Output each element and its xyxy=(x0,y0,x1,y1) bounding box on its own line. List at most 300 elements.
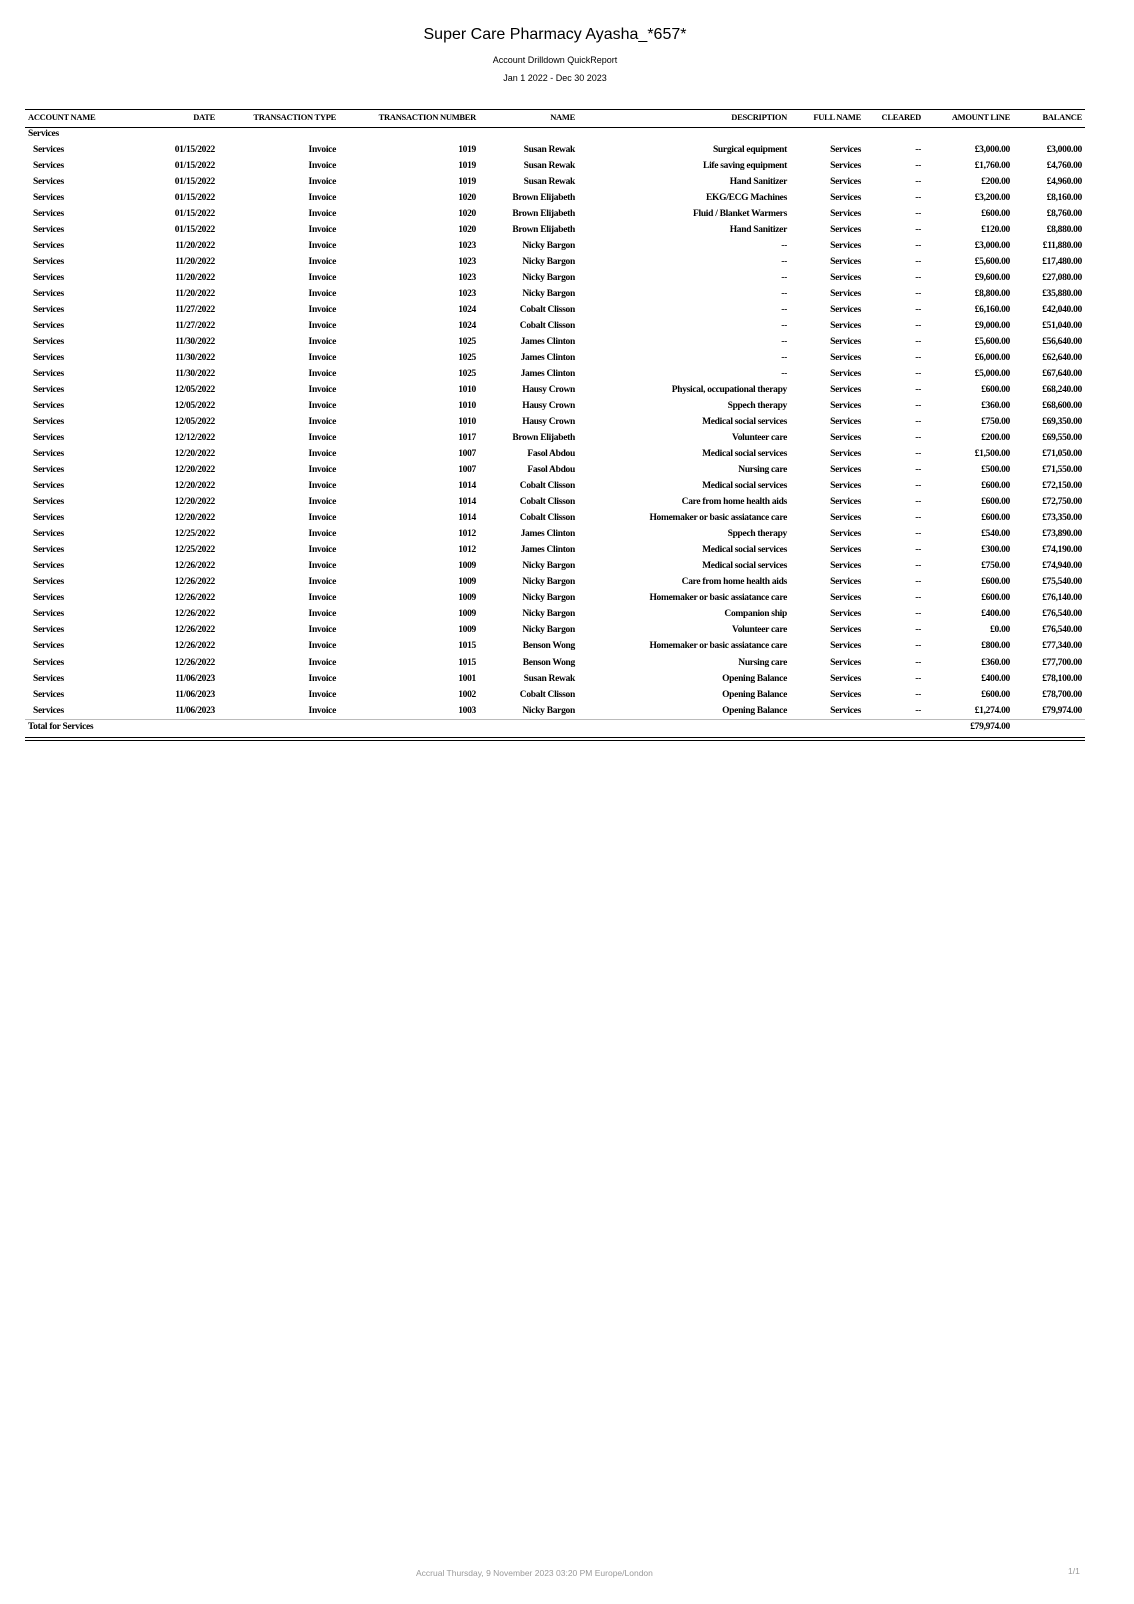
cell-full-name: Services xyxy=(830,385,861,396)
table-row[interactable] xyxy=(25,655,1085,671)
cell-date: 01/15/2022 xyxy=(174,145,215,155)
table-row[interactable] xyxy=(25,222,1085,238)
table-row[interactable] xyxy=(25,270,1085,286)
cell-full-name: Services xyxy=(830,241,861,252)
cell-description: Hand Sanitizer xyxy=(729,177,787,188)
cell-name: James Clinton xyxy=(520,369,575,380)
cell-cleared: -- xyxy=(915,241,921,252)
cell-description: Medical social services xyxy=(702,449,787,460)
cell-amount-line: £600.00 xyxy=(981,481,1010,492)
cell-description: Sppech therapy xyxy=(727,401,787,412)
cell-transaction-type: Invoice xyxy=(308,241,336,252)
cell-date: 11/06/2023 xyxy=(175,705,215,716)
group-header xyxy=(25,128,1085,142)
cell-description: -- xyxy=(781,289,787,300)
table-row[interactable] xyxy=(25,446,1085,462)
cell-transaction-type: Invoice xyxy=(308,561,336,572)
cell-cleared: -- xyxy=(915,177,921,188)
cell-account-name: Services xyxy=(33,385,64,396)
cell-transaction-type: Invoice xyxy=(308,209,336,220)
table-row[interactable] xyxy=(25,462,1085,478)
cell-full-name: Services xyxy=(830,673,861,684)
cell-date: 12/25/2022 xyxy=(174,529,215,540)
cell-amount-line: £9,600.00 xyxy=(974,273,1010,284)
cell-transaction-type: Invoice xyxy=(308,369,336,380)
cell-balance: £4,960.00 xyxy=(1046,177,1082,188)
cell-transaction-number: 1010 xyxy=(458,401,476,412)
cell-amount-line: £400.00 xyxy=(981,609,1010,620)
cell-name: Susan Rewak xyxy=(523,673,575,684)
table-row[interactable] xyxy=(25,590,1085,606)
cell-account-name: Services xyxy=(33,593,64,604)
cell-account-name: Services xyxy=(33,577,64,588)
cell-balance: £72,750.00 xyxy=(1042,497,1082,508)
cell-balance: £42,040.00 xyxy=(1042,305,1082,316)
table-row[interactable] xyxy=(25,174,1085,190)
cell-full-name: Services xyxy=(830,401,861,412)
cell-account-name: Services xyxy=(33,625,64,636)
cell-transaction-number: 1023 xyxy=(458,289,476,300)
cell-name: Hausy Crown xyxy=(522,417,575,428)
total-row xyxy=(25,719,1085,737)
cell-transaction-number: 1014 xyxy=(458,513,476,524)
cell-transaction-number: 1007 xyxy=(458,465,476,476)
cell-description: -- xyxy=(781,257,787,268)
cell-balance: £71,050.00 xyxy=(1042,449,1082,460)
cell-date: 12/20/2022 xyxy=(174,465,215,476)
cell-transaction-number: 1009 xyxy=(458,609,476,620)
cell-amount-line: £5,000.00 xyxy=(974,369,1010,380)
cell-cleared: -- xyxy=(915,225,921,236)
cell-account-name: Services xyxy=(33,481,64,492)
cell-name: Benson Wong xyxy=(522,657,575,668)
cell-description: -- xyxy=(781,369,787,380)
cell-balance: £67,640.00 xyxy=(1042,369,1082,380)
cell-transaction-type: Invoice xyxy=(308,609,336,620)
cell-cleared: -- xyxy=(915,161,921,172)
cell-cleared: -- xyxy=(915,337,921,348)
cell-name: Susan Rewak xyxy=(523,145,575,155)
cell-full-name: Services xyxy=(830,193,861,204)
cell-account-name: Services xyxy=(33,305,64,316)
col-full-name[interactable]: FULL NAME xyxy=(813,112,861,122)
footer-text: Accrual Thursday, 9 November 2023 03:20 PM Europe/London xyxy=(416,1568,653,1578)
cell-transaction-type: Invoice xyxy=(308,641,336,652)
cell-account-name: Services xyxy=(33,657,64,668)
cell-account-name: Services xyxy=(33,193,64,204)
cell-cleared: -- xyxy=(915,513,921,524)
cell-cleared: -- xyxy=(915,385,921,396)
cell-transaction-type: Invoice xyxy=(308,465,336,476)
cell-balance: £76,540.00 xyxy=(1042,609,1082,620)
cell-transaction-type: Invoice xyxy=(308,305,336,316)
cell-amount-line: £540.00 xyxy=(981,529,1010,540)
cell-name: Susan Rewak xyxy=(523,177,575,188)
cell-transaction-number: 1012 xyxy=(458,545,476,556)
cell-amount-line: £600.00 xyxy=(981,209,1010,220)
cell-transaction-number: 1014 xyxy=(458,497,476,508)
cell-description: -- xyxy=(781,273,787,284)
table-row[interactable] xyxy=(25,510,1085,526)
cell-full-name: Services xyxy=(830,145,861,155)
cell-balance: £27,080.00 xyxy=(1042,273,1082,284)
cell-name: Cobalt Clisson xyxy=(519,513,575,524)
cell-transaction-type: Invoice xyxy=(308,353,336,364)
cell-name: James Clinton xyxy=(520,545,575,556)
cell-balance: £76,140.00 xyxy=(1042,593,1082,604)
cell-date: 11/06/2023 xyxy=(175,689,215,700)
cell-date: 12/26/2022 xyxy=(174,609,215,620)
cell-balance: £69,550.00 xyxy=(1042,433,1082,444)
table-row[interactable] xyxy=(25,158,1085,174)
cell-cleared: -- xyxy=(915,369,921,380)
cell-amount-line: £3,000.00 xyxy=(974,145,1010,155)
cell-transaction-number: 1015 xyxy=(458,641,476,652)
cell-full-name: Services xyxy=(830,529,861,540)
table-row[interactable] xyxy=(25,542,1085,558)
table-row[interactable] xyxy=(25,622,1085,638)
table-row[interactable] xyxy=(25,526,1085,542)
cell-balance: £77,340.00 xyxy=(1042,641,1082,652)
table-body xyxy=(25,142,1085,719)
table-row[interactable] xyxy=(25,478,1085,494)
cell-balance: £51,040.00 xyxy=(1042,321,1082,332)
table-row[interactable] xyxy=(25,254,1085,270)
total-amount: £79,974.00 xyxy=(970,721,1010,732)
cell-transaction-type: Invoice xyxy=(308,257,336,268)
cell-transaction-number: 1009 xyxy=(458,593,476,604)
cell-full-name: Services xyxy=(830,225,861,236)
cell-transaction-number: 1009 xyxy=(458,625,476,636)
cell-account-name: Services xyxy=(33,241,64,252)
cell-cleared: -- xyxy=(915,577,921,588)
cell-account-name: Services xyxy=(33,673,64,684)
cell-transaction-type: Invoice xyxy=(308,625,336,636)
cell-date: 12/20/2022 xyxy=(174,497,215,508)
table-row[interactable] xyxy=(25,703,1085,719)
cell-name: Nicky Bargon xyxy=(522,273,575,284)
cell-cleared: -- xyxy=(915,417,921,428)
cell-date: 01/15/2022 xyxy=(174,177,215,188)
cell-amount-line: £360.00 xyxy=(981,401,1010,412)
cell-name: James Clinton xyxy=(520,529,575,540)
cell-description: Life saving equipment xyxy=(703,161,787,172)
cell-full-name: Services xyxy=(830,481,861,492)
cell-transaction-number: 1019 xyxy=(458,177,476,188)
cell-transaction-number: 1012 xyxy=(458,529,476,540)
cell-date: 12/26/2022 xyxy=(174,641,215,652)
cell-name: Brown Elijabeth xyxy=(512,225,575,236)
cell-description: Fluid / Blanket Warmers xyxy=(692,209,787,220)
cell-date: 11/27/2022 xyxy=(175,321,215,332)
cell-cleared: -- xyxy=(915,193,921,204)
cell-full-name: Services xyxy=(830,257,861,268)
cell-cleared: -- xyxy=(915,545,921,556)
cell-transaction-number: 1015 xyxy=(458,657,476,668)
cell-amount-line: £3,200.00 xyxy=(974,193,1010,204)
cell-cleared: -- xyxy=(915,289,921,300)
cell-date: 12/20/2022 xyxy=(174,513,215,524)
cell-description: Medical social services xyxy=(702,561,787,572)
cell-transaction-number: 1017 xyxy=(458,433,476,444)
cell-name: Brown Elijabeth xyxy=(512,209,575,220)
table-row[interactable] xyxy=(25,286,1085,302)
cell-account-name: Services xyxy=(33,321,64,332)
table-row[interactable] xyxy=(25,302,1085,318)
table-row[interactable] xyxy=(25,142,1085,158)
cell-transaction-number: 1001 xyxy=(458,673,476,684)
cell-description: Nursing care xyxy=(738,657,787,668)
cell-amount-line: £600.00 xyxy=(981,689,1010,700)
cell-amount-line: £600.00 xyxy=(981,497,1010,508)
cell-account-name: Services xyxy=(33,337,64,348)
cell-date: 12/26/2022 xyxy=(174,577,215,588)
cell-amount-line: £600.00 xyxy=(981,385,1010,396)
cell-full-name: Services xyxy=(830,289,861,300)
cell-account-name: Services xyxy=(33,417,64,428)
cell-account-name: Services xyxy=(33,177,64,188)
cell-cleared: -- xyxy=(915,641,921,652)
cell-transaction-type: Invoice xyxy=(308,593,336,604)
cell-balance: £62,640.00 xyxy=(1042,353,1082,364)
table-row[interactable] xyxy=(25,606,1085,622)
cell-balance: £75,540.00 xyxy=(1042,577,1082,588)
cell-balance: £79,974.00 xyxy=(1042,705,1082,716)
cell-cleared: -- xyxy=(915,321,921,332)
cell-amount-line: £200.00 xyxy=(981,177,1010,188)
cell-full-name: Services xyxy=(830,369,861,380)
cell-amount-line: £600.00 xyxy=(981,513,1010,524)
cell-balance: £77,700.00 xyxy=(1042,657,1082,668)
cell-balance: £68,600.00 xyxy=(1042,401,1082,412)
report-table xyxy=(25,109,1085,741)
cell-name: Susan Rewak xyxy=(523,161,575,172)
table-row[interactable] xyxy=(25,494,1085,510)
cell-account-name: Services xyxy=(33,529,64,540)
cell-full-name: Services xyxy=(830,353,861,364)
cell-date: 01/15/2022 xyxy=(174,193,215,204)
table-row[interactable] xyxy=(25,206,1085,222)
table-row[interactable] xyxy=(25,558,1085,574)
cell-description: Companion ship xyxy=(724,609,787,620)
cell-transaction-type: Invoice xyxy=(308,177,336,188)
cell-full-name: Services xyxy=(830,321,861,332)
cell-transaction-number: 1024 xyxy=(458,321,476,332)
cell-transaction-type: Invoice xyxy=(308,577,336,588)
cell-description: -- xyxy=(781,337,787,348)
cell-description: Medical social services xyxy=(702,545,787,556)
cell-balance: £68,240.00 xyxy=(1042,385,1082,396)
company-title: Super Care Pharmacy Ayasha_*657* xyxy=(423,26,687,43)
cell-balance: £35,880.00 xyxy=(1042,289,1082,300)
cell-balance: £8,880.00 xyxy=(1046,225,1082,236)
cell-cleared: -- xyxy=(915,433,921,444)
cell-cleared: -- xyxy=(915,705,921,716)
cell-description: Homemaker or basic assiatance care xyxy=(649,593,787,604)
cell-cleared: -- xyxy=(915,273,921,284)
cell-cleared: -- xyxy=(915,145,921,155)
table-row[interactable] xyxy=(25,190,1085,206)
cell-transaction-type: Invoice xyxy=(308,337,336,348)
cell-account-name: Services xyxy=(33,561,64,572)
cell-balance: £71,550.00 xyxy=(1042,465,1082,476)
cell-amount-line: £800.00 xyxy=(981,641,1010,652)
table-row[interactable] xyxy=(25,318,1085,334)
cell-full-name: Services xyxy=(830,273,861,284)
cell-amount-line: £9,000.00 xyxy=(974,321,1010,332)
cell-name: Cobalt Clisson xyxy=(519,321,575,332)
table-row[interactable] xyxy=(25,638,1085,654)
cell-description: Volunteer care xyxy=(732,433,787,444)
cell-name: Cobalt Clisson xyxy=(519,305,575,316)
cell-name: Brown Elijabeth xyxy=(512,433,575,444)
cell-full-name: Services xyxy=(830,161,861,172)
cell-account-name: Services xyxy=(33,449,64,460)
cell-name: Nicky Bargon xyxy=(522,609,575,620)
col-transaction-type[interactable]: TRANSACTION TYPE xyxy=(253,112,336,122)
cell-description: Care from home health aids xyxy=(681,497,787,508)
cell-transaction-number: 1023 xyxy=(458,241,476,252)
cell-account-name: Services xyxy=(33,609,64,620)
cell-cleared: -- xyxy=(915,561,921,572)
cell-cleared: -- xyxy=(915,529,921,540)
cell-account-name: Services xyxy=(33,465,64,476)
cell-balance: £74,940.00 xyxy=(1042,561,1082,572)
cell-balance: £72,150.00 xyxy=(1042,481,1082,492)
table-row[interactable] xyxy=(25,574,1085,590)
cell-full-name: Services xyxy=(830,337,861,348)
cell-account-name: Services xyxy=(33,689,64,700)
col-description[interactable]: DESCRIPTION xyxy=(731,112,787,122)
cell-amount-line: £1,500.00 xyxy=(974,449,1010,460)
cell-cleared: -- xyxy=(915,257,921,268)
cell-description: Hand Sanitizer xyxy=(729,225,787,236)
cell-name: Fasol Abdou xyxy=(527,465,575,476)
table-row[interactable] xyxy=(25,334,1085,350)
cell-balance: £17,480.00 xyxy=(1042,257,1082,268)
col-cleared[interactable]: CLEARED xyxy=(881,112,921,122)
cell-full-name: Services xyxy=(830,465,861,476)
cell-account-name: Services xyxy=(33,161,64,172)
cell-date: 12/26/2022 xyxy=(174,657,215,668)
cell-transaction-type: Invoice xyxy=(308,385,336,396)
cell-transaction-number: 1014 xyxy=(458,481,476,492)
cell-transaction-type: Invoice xyxy=(308,449,336,460)
cell-date: 11/30/2022 xyxy=(175,337,215,348)
cell-account-name: Services xyxy=(33,273,64,284)
cell-account-name: Services xyxy=(33,225,64,236)
cell-amount-line: £360.00 xyxy=(981,657,1010,668)
cell-full-name: Services xyxy=(830,209,861,220)
cell-date: 12/05/2022 xyxy=(174,385,215,396)
cell-cleared: -- xyxy=(915,593,921,604)
cell-cleared: -- xyxy=(915,305,921,316)
table-row[interactable] xyxy=(25,671,1085,687)
col-date[interactable]: DATE xyxy=(193,112,215,122)
cell-name: Fasol Abdou xyxy=(527,449,575,460)
cell-amount-line: £750.00 xyxy=(981,417,1010,428)
cell-date: 11/20/2022 xyxy=(175,241,215,252)
table-row[interactable] xyxy=(25,414,1085,430)
cell-balance: £73,350.00 xyxy=(1042,513,1082,524)
cell-transaction-number: 1019 xyxy=(458,161,476,172)
table-row[interactable] xyxy=(25,366,1085,382)
total-label: Total for Services xyxy=(28,721,94,732)
cell-full-name: Services xyxy=(830,449,861,460)
cell-transaction-type: Invoice xyxy=(308,273,336,284)
cell-transaction-number: 1025 xyxy=(458,337,476,348)
col-name[interactable]: NAME xyxy=(550,112,575,122)
cell-transaction-type: Invoice xyxy=(308,673,336,684)
table-row[interactable] xyxy=(25,430,1085,446)
cell-name: Brown Elijabeth xyxy=(512,193,575,204)
cell-amount-line: £120.00 xyxy=(981,225,1010,236)
cell-date: 11/20/2022 xyxy=(175,289,215,300)
report-name: Account Drilldown QuickReport xyxy=(492,55,618,65)
table-row[interactable] xyxy=(25,350,1085,366)
cell-transaction-type: Invoice xyxy=(308,145,336,155)
cell-amount-line: £500.00 xyxy=(981,465,1010,476)
cell-transaction-number: 1010 xyxy=(458,385,476,396)
table-row[interactable] xyxy=(25,398,1085,414)
cell-date: 12/26/2022 xyxy=(174,561,215,572)
group-label: Services xyxy=(28,129,59,139)
cell-date: 12/12/2022 xyxy=(174,433,215,444)
cell-date: 12/26/2022 xyxy=(174,625,215,636)
table-row[interactable] xyxy=(25,238,1085,254)
cell-name: Nicky Bargon xyxy=(522,625,575,636)
cell-cleared: -- xyxy=(915,353,921,364)
cell-description: EKG/ECG Machines xyxy=(706,193,787,204)
table-row[interactable] xyxy=(25,382,1085,398)
cell-transaction-type: Invoice xyxy=(308,433,336,444)
cell-name: Nicky Bargon xyxy=(522,593,575,604)
cell-full-name: Services xyxy=(830,609,861,620)
cell-amount-line: £600.00 xyxy=(981,593,1010,604)
cell-description: -- xyxy=(781,241,787,252)
cell-date: 11/27/2022 xyxy=(175,305,215,316)
cell-amount-line: £1,274.00 xyxy=(974,705,1010,716)
cell-description: Homemaker or basic assiatance care xyxy=(649,513,787,524)
col-amount-line[interactable]: AMOUNT LINE xyxy=(951,112,1010,122)
table-row[interactable] xyxy=(25,687,1085,703)
col-account-name[interactable]: ACCOUNT NAME xyxy=(28,112,96,122)
report-date-range: Jan 1 2022 - Dec 30 2023 xyxy=(503,73,607,83)
cell-date: 01/15/2022 xyxy=(174,225,215,236)
col-transaction-number[interactable]: TRANSACTION NUMBER xyxy=(378,112,476,122)
cell-transaction-number: 1007 xyxy=(458,449,476,460)
cell-cleared: -- xyxy=(915,465,921,476)
cell-balance: £76,540.00 xyxy=(1042,625,1082,636)
cell-name: Cobalt Clisson xyxy=(519,497,575,508)
cell-amount-line: £400.00 xyxy=(981,673,1010,684)
cell-account-name: Services xyxy=(33,641,64,652)
cell-full-name: Services xyxy=(830,577,861,588)
cell-balance: £8,760.00 xyxy=(1046,209,1082,220)
cell-name: Nicky Bargon xyxy=(522,561,575,572)
cell-full-name: Services xyxy=(830,497,861,508)
cell-cleared: -- xyxy=(915,609,921,620)
cell-transaction-type: Invoice xyxy=(308,689,336,700)
cell-transaction-type: Invoice xyxy=(308,529,336,540)
cell-cleared: -- xyxy=(915,497,921,508)
col-balance[interactable]: BALANCE xyxy=(1042,112,1082,122)
cell-name: James Clinton xyxy=(520,353,575,364)
cell-balance: £56,640.00 xyxy=(1042,337,1082,348)
cell-description: Care from home health aids xyxy=(681,577,787,588)
cell-account-name: Services xyxy=(33,513,64,524)
cell-amount-line: £5,600.00 xyxy=(974,257,1010,268)
